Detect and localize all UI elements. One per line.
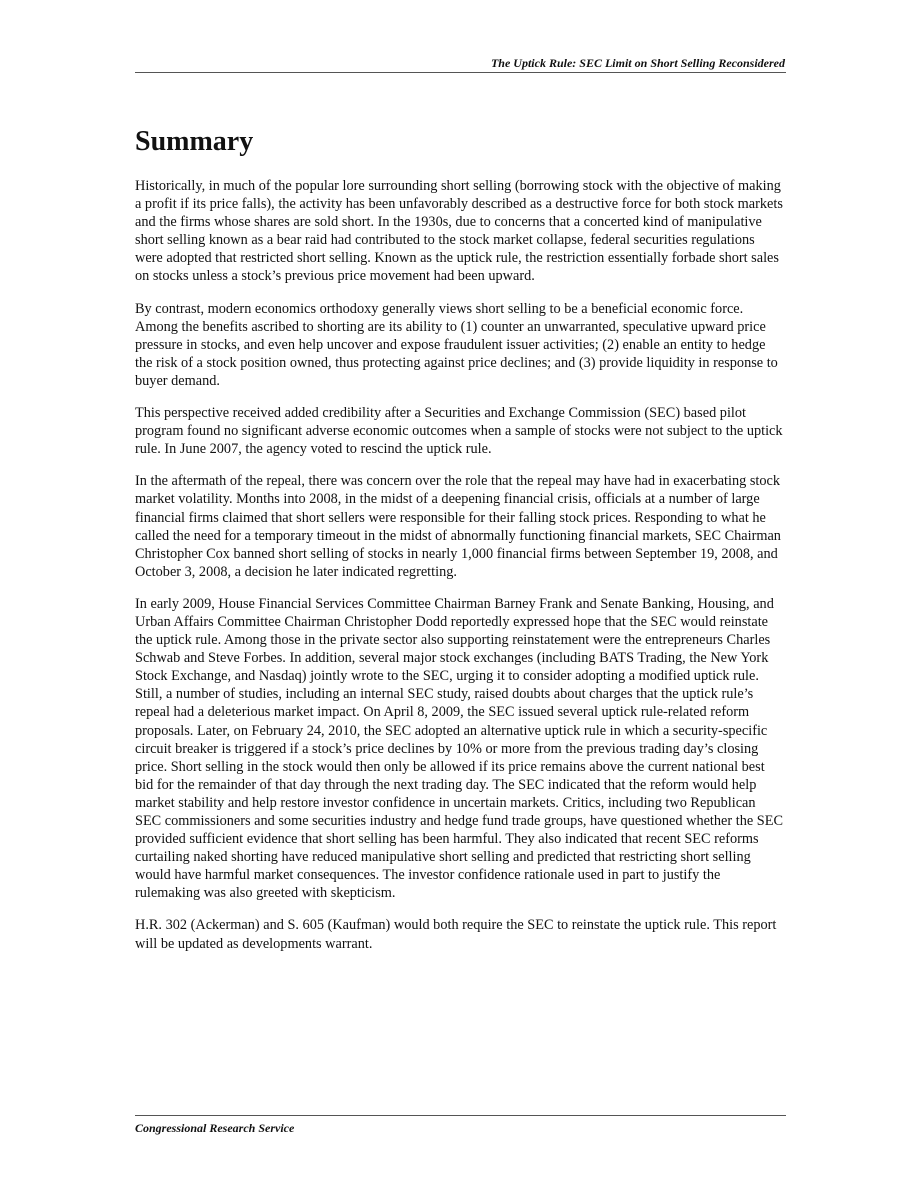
paragraph-3: This perspective received added credibility after a Securities and Exchange Commission (SEC) based pilot program found no significant adverse economic outcomes when a sample of stocks were not subject to the uptick rule. In June 2007, the agency voted to rescind the uptick rule. <box>135 405 783 458</box>
footer-publisher: Congressional Research Service <box>135 1121 295 1135</box>
paragraph-6: H.R. 302 (Ackerman) and S. 605 (Kaufman) would both require the SEC to reinstate the uptick rule. This report will be updated as developments warrant. <box>135 917 777 952</box>
page-title: Summary <box>135 126 254 157</box>
summary-body <box>135 177 785 967</box>
paragraph-2: By contrast, modern economics orthodoxy generally views short selling to be a beneficial economic force. Among the benefits ascribed to shorting are its ability to (1) counter an unwarranted, speculative upward price pressure in stocks, and even help uncover and expose fraudulent issuer activities; (2) enable an entity to hedge the risk of a stock position owned, thus protecting against price declines; and (3) provide liquidity in response to buyer demand. <box>135 300 778 389</box>
footer-divider <box>135 1115 786 1116</box>
paragraph-4: In the aftermath of the repeal, there was concern over the role that the repeal may have had in exacerbating stock market volatility. Months into 2008, in the midst of a deepening financial crisis, officials at a number of large financial firms claimed that short sellers were responsible for their falling stock prices. Responding to what he called the need for a temporary timeout in the midst of abnormally functioning financial markets, SEC Chairman Christopher Cox banned short selling of stocks in nearly 1,000 financial firms between September 19, 2008, and October 3, 2008, a decision he later indicated regretting. <box>135 473 781 580</box>
paragraph-1: Historically, in much of the popular lore surrounding short selling (borrowing stock with the objective of making a profit if its price falls), the activity has been unfavorably described as a destructive force for both stock markets and the firms whose shares are sold short. In the 1930s, due to concerns that a concerted kind of manipulative short selling known as a bear raid had contributed to the stock market collapse, federal securities regulations were adopted that restricted short selling. Known as the uptick rule, the restriction essentially forbade short sales on stocks unless a stock’s previous price movement had been upward. <box>135 178 783 285</box>
paragraph-5: In early 2009, House Financial Services Committee Chairman Barney Frank and Senate Banking, Housing, and Urban Affairs Committee Chairman Christopher Dodd reportedly expressed hope that the SEC would reinstate the uptick rule. Among those in the private sector also supporting reinstatement were the entrepreneurs Charles Schwab and Steve Forbes. In addition, several major stock exchanges (including BATS Trading, the New York Stock Exchange, and Nasdaq) jointly wrote to the SEC, urging it to consider adopting a modified uptick rule. Still, a number of studies, including an internal SEC study, raised doubts about charges that the uptick rule’s repeal had a deleterious market impact. On April 8, 2009, the SEC issued several uptick rule-related reform proposals. Later, on February 24, 2010, the SEC adopted an alternative uptick rule in which a security-specific circuit breaker is triggered if a stock’s price declines by 10% or more from the previous trading day’s closing price. Short selling in the stock would then only be allowed if its price remains above the current national best bid for the remainder of that day through the next trading day. The SEC indicated that the reform would help market stability and help restore investor confidence in uncertain markets. Critics, including two Republican SEC commissioners and some securities industry and hedge fund trade groups, have questioned whether the SEC provided sufficient evidence that short selling has been harmful. They also indicated that recent SEC reforms curtailing naked shorting have reduced manipulative short selling and predicted that restricting short selling would have harmful market consequences. The investor confidence rationale used in part to justify the rulemaking was also greeted with skepticism. <box>135 595 783 902</box>
running-header-title: The Uptick Rule: SEC Limit on Short Selling Reconsidered <box>490 56 785 70</box>
header-divider <box>135 72 786 73</box>
